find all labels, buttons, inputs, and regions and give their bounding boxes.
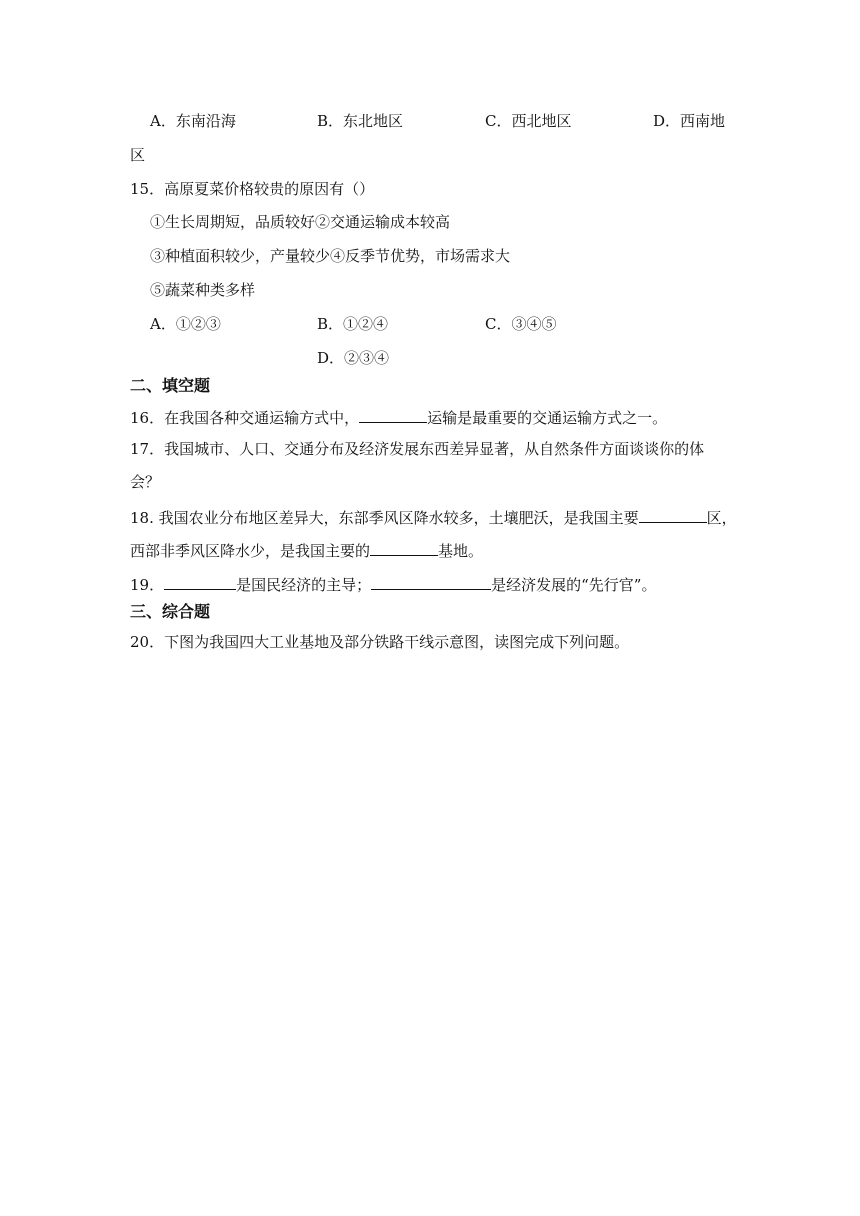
q15-option-a: A．①②③ [150,315,221,333]
q18-line-2: 西部非季风区降水少，是我国主要的 基地。 [130,542,484,560]
q15-statement-line-1: ①生长周期短，品质较好②交通运输成本较高 [150,213,451,231]
q14-option-b: B．东北地区 [317,112,404,130]
q18-answer-blank-2[interactable] [370,540,438,556]
section-heading-comprehensive: 三、综合题 [130,602,211,621]
q14-option-d-wrap: 区 [130,146,146,164]
q15-statement-line-2: ③种植面积较少，产量较少④反季节优势，市场需求大 [150,247,511,265]
q15-statement-line-3: ⑤蔬菜种类多样 [150,281,256,299]
q19-answer-blank-1[interactable] [164,574,236,590]
q16: 16．在我国各种交通运输方式中， 运输是最重要的交通运输方式之一。 [130,409,668,427]
q14-option-d: D．西南地 [653,112,726,130]
q15-stem: 15．高原夏菜价格较贵的原因有（） [130,180,375,198]
q15-option-b: B．①②④ [317,315,389,333]
q19: 19． 是国民经济的主导； 是经济发展的“先行官”。 [130,576,657,594]
section-heading-fill-in: 二、填空题 [130,376,211,395]
q14-option-c: C．西北地区 [485,112,572,130]
q20: 20．下图为我国四大工业基地及部分铁路干线示意图，读图完成下列问题。 [130,633,630,651]
q19-answer-blank-2[interactable] [371,574,491,590]
q15-option-c: C．③④⑤ [485,315,557,333]
q16-answer-blank[interactable] [359,407,427,423]
q18-line-1: 18. 我国农业分布地区差异大，东部季风区降水较多，土壤肥沃，是我国主要 区， [130,509,737,527]
q14-option-a: A．东南沿海 [150,112,236,130]
q18-answer-blank-1[interactable] [639,507,707,523]
q15-option-d: D．②③④ [317,349,390,367]
q17-line-2: 会？ [130,473,161,491]
q17-line-1: 17．我国城市、人口、交通分布及经济发展东西差异显著，从自然条件方面谈谈你的体 [130,440,705,458]
